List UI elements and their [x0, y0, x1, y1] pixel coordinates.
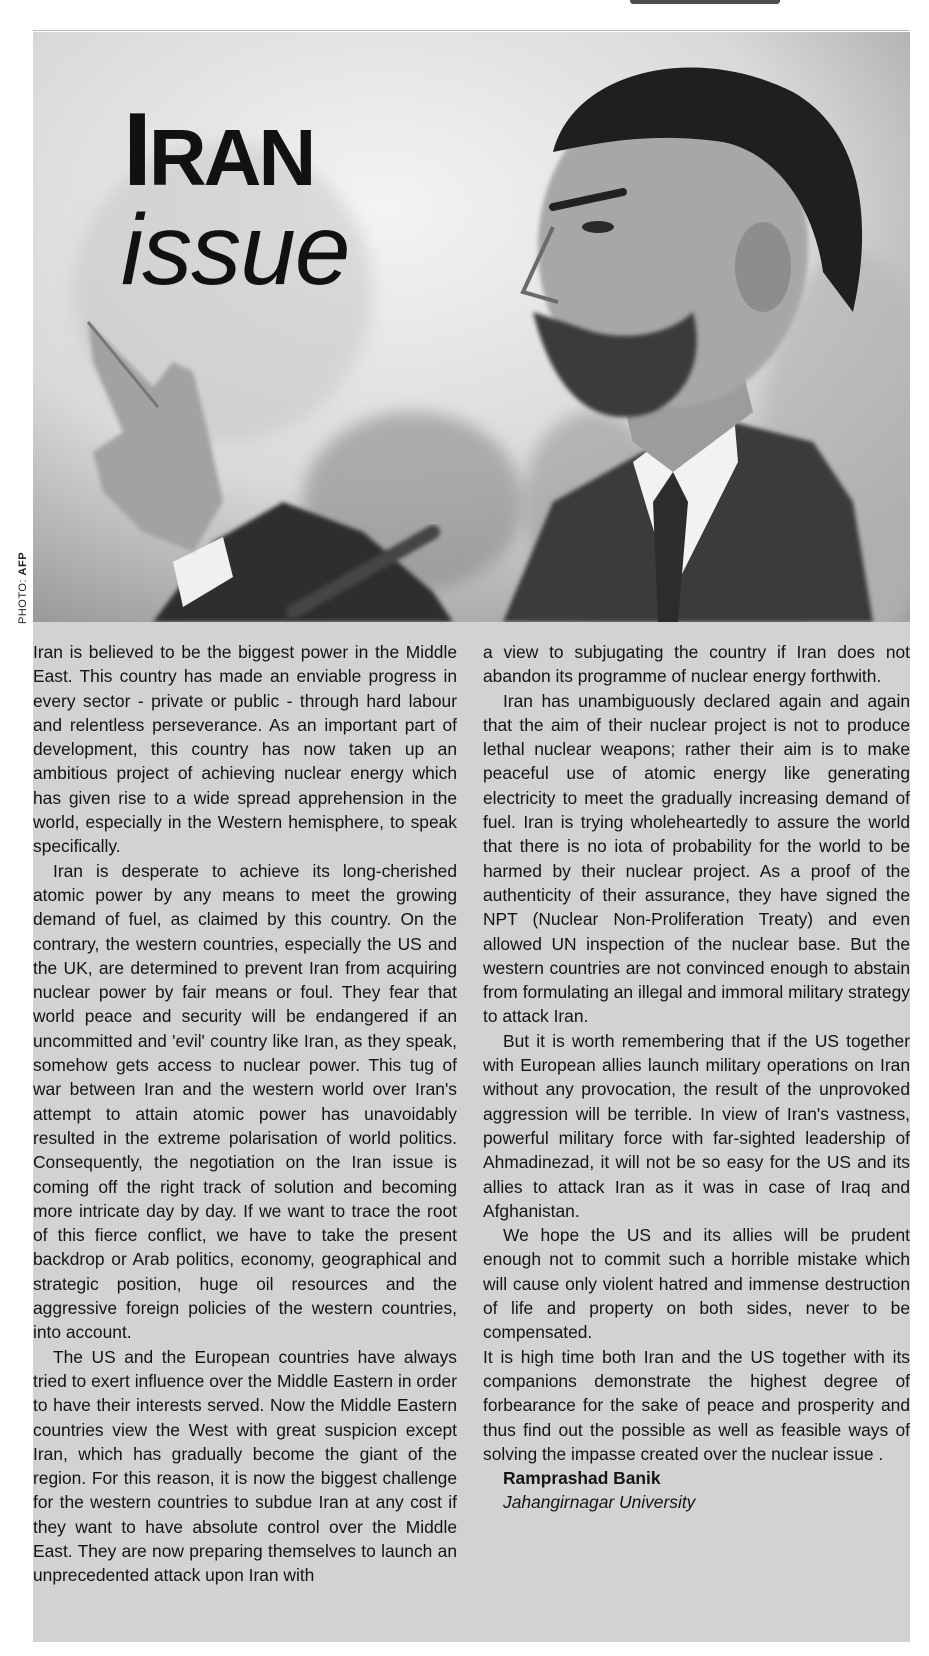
photo-credit [17, 552, 29, 624]
article-body [33, 622, 910, 1642]
title-issue: issue [121, 194, 350, 306]
article-column-right [483, 640, 910, 1515]
paragraph: Iran has unambiguously declared again and again that the aim of their nuclear project is not to produce lethal nuclear weapons; rather their aim is to make peaceful use of atomic energy like generating electricity to meet the gradually increasing demand of fuel. Iran is trying wholeheartedly to assure the world that there is no iota of probability for the world to be harmed by their nuclear project. As a proof of the authenticity of their assurance, they have signed the NPT (Nuclear Non-Proliferation Treaty) and even allowed UN inspection of the nuclear base. But the western countries are not convinced enough to abstain from formulating an illegal and immoral military strategy to attack Iran. [483, 690, 910, 1027]
paragraph: It is high time both Iran and the US together with its companions demonstrate the highest degree of forbearance for the sake of peace and prosperity and thus find out the possible as well as feasible ways of solving the impasse created over the nuclear issue . [483, 1346, 910, 1464]
paragraph: But it is worth remembering that if the US together with European allies launch military operations on Iran without any provocation, the result of the unprovoked aggression will be terrible. In view of Iran's vastness, powerful military force with far-sighted leadership of Ahmadinezad, it will not be so easy for the US and its allies to attack Iran as it was in case of Iraq and Afghanistan. [483, 1030, 910, 1221]
paragraph: The US and the European countries have always tried to exert influence over the Middle Eastern in order to have their interests served. Now the Middle Eastern countries view the West with great suspicion except Iran, which has gradually become the giant of the region. For this reason, it is now the biggest challenge for the western countries to subdue Iran at any cost if they want to have absolute control over the Middle East. They are now preparing themselves to launch an unprecedented attack upon Iran with [33, 1346, 457, 1586]
author-name: Ramprashad Banik [503, 1468, 661, 1489]
paragraph: a view to subjugating the country if Iran does not abandon its programme of nuclear energy forthwith. [483, 642, 910, 687]
article-photo [33, 32, 910, 622]
paragraph: Iran is believed to be the biggest power in the Middle East. This country has made an enviable progress in every sector - private or public - through hard labour and relentless perseverance. As an important part of development, this country has now taken up an ambitious project of achieving nuclear energy which has given rise to a wide spread apprehension in the world, especially in the Western hemisphere, to speak specifically. [33, 642, 457, 857]
author-affiliation: Jahangirnagar University [503, 1492, 696, 1513]
title-iran: IRAN [123, 92, 314, 208]
paragraph: Iran is desperate to achieve its long-cherished atomic power by any means to meet the growing demand of fuel, as claimed by this country. On the contrary, the western countries, especially the US and the UK, are determined to prevent Iran from acquiring nuclear power by fair means or foul. They fear that world peace and security will be endangered if an uncommitted and 'evil' country like Iran, as they speak, somehow gets access to nuclear power. This tug of war between Iran and the western world over Iran's attempt to attain atomic power has unavoidably resulted in the extreme polarisation of world politics. Consequently, the negotiation on the Iran issue is coming off the right track of solution and becoming more intricate day by day. If we want to trace the root of this fierce conflict, we have to take the present backdrop or Arab politics, economy, geographical and strategic position, huge oil resources and the aggressive foreign policies of the western countries, into account. [33, 860, 457, 1343]
article-column-left [33, 640, 457, 1588]
photo-credit-prefix: PHOTO: [17, 579, 29, 624]
paragraph: We hope the US and its allies will be prudent enough not to commit such a horrible mistake which will cause only violent hatred and immense destruction of life and property on both sides, never to be compensated. [483, 1225, 910, 1343]
top-rule [33, 30, 910, 31]
photo-credit-source: AFP [17, 551, 29, 576]
top-cropped-text [630, 0, 780, 4]
